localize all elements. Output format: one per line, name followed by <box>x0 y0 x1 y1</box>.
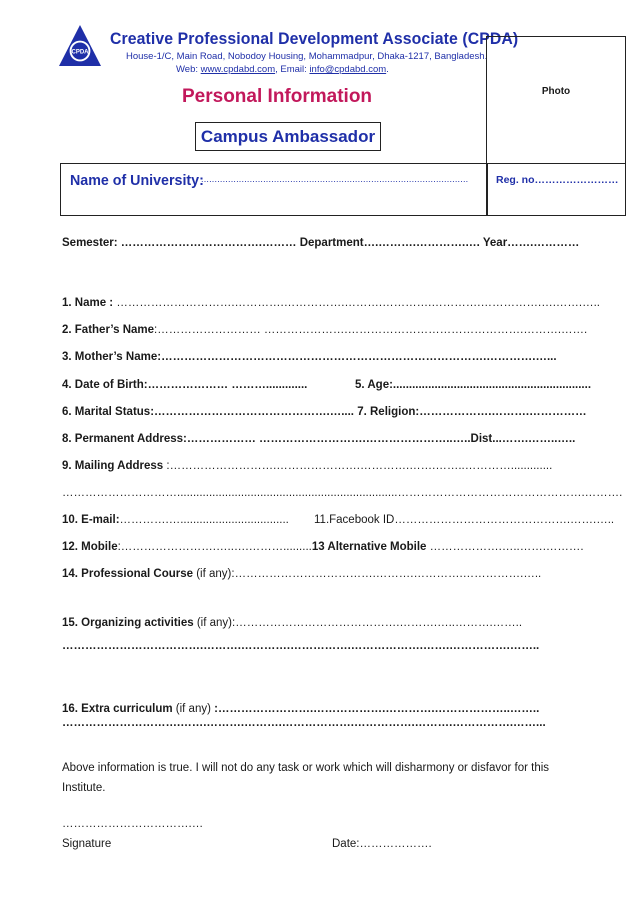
facebook-line[interactable] <box>314 514 614 526</box>
extra-curriculum-field[interactable]: :…………………….……………….………….………………..…….. <box>214 703 540 715</box>
reg-no-field[interactable]: Reg. no…………………… <box>496 174 619 186</box>
permanent-address-line[interactable] <box>62 433 575 445</box>
subtitle-box: Campus Ambassador <box>195 122 381 151</box>
mobile-line[interactable] <box>62 541 584 553</box>
organizing-activities-label: 15. Organizing activities <box>62 617 194 629</box>
mailing-address-line[interactable] <box>62 460 552 472</box>
email-link[interactable]: info@cpdabd.com <box>309 64 387 75</box>
organizing-activities-line[interactable] <box>62 617 522 629</box>
mother-name-label: 3. Mother’s Name: <box>62 351 162 363</box>
alt-mobile-field[interactable]: ……………….…..…….………. <box>426 541 584 553</box>
professional-course-field[interactable]: ……………………………….……….………….…………….….. <box>234 568 542 580</box>
mobile-field[interactable]: :…………………….…..….………......... <box>117 541 312 553</box>
alt-mobile-label: 13 Alternative Mobile <box>311 541 427 553</box>
semester-line[interactable]: Semester: ……………………………….……… Department….……….………….…. Year…….………… <box>62 237 580 249</box>
web-label: Web: <box>176 64 199 75</box>
mother-name-line[interactable] <box>62 351 557 363</box>
age-label: 5. Age: <box>355 379 393 391</box>
facebook-field[interactable]: ……………………………………….…….….. <box>394 514 615 526</box>
email-field[interactable]: ………….….................................. <box>119 514 289 526</box>
marital-label: 6. Marital Status: <box>62 406 155 418</box>
age-field[interactable]: .............................................................. <box>392 379 592 391</box>
extra-curriculum-line-2[interactable]: ………………………….…….……….……….……………….…………….……….…………….……... <box>62 717 546 729</box>
email-label: 10. E-mail: <box>62 514 120 526</box>
marital-religion-line[interactable] <box>62 406 587 418</box>
dob-field[interactable]: ………………… ………............. <box>147 379 308 391</box>
email-line[interactable] <box>62 514 289 526</box>
reg-no-box <box>488 163 626 216</box>
mailing-address-label: 9. Mailing Address <box>62 460 164 472</box>
signature-field[interactable]: …………………………….… <box>62 818 204 830</box>
religion-label: 7. Religion: <box>357 406 420 418</box>
photo-label: Photo <box>541 86 571 97</box>
permanent-address-field[interactable]: ……………… ……………………….…………………..….. <box>186 433 471 445</box>
professional-course-label: 14. Professional Course <box>62 568 194 580</box>
logo-text: CPDA <box>71 49 89 56</box>
dob-label: 4. Date of Birth: <box>62 379 148 391</box>
page-title: Personal Information <box>182 86 373 107</box>
marital-field[interactable]: ……………………………………….….... <box>154 406 355 418</box>
organizing-activities-line-2[interactable]: ……………………………….……….………….…………….……………….…….…………….…….. <box>62 640 540 652</box>
mailing-address-field[interactable]: :……………………….………………….………….…….……..…………............. <box>163 460 553 472</box>
father-name-field[interactable]: :……………………… ………………….……………………………………….……….……. <box>154 324 588 336</box>
organization-contact: Web: www.cpdabd.com, Email: info@cpdabd.com. <box>176 64 389 75</box>
father-name-line[interactable] <box>62 324 587 336</box>
signature-label: Signature <box>62 838 112 850</box>
name-label: 1. Name : <box>62 297 114 309</box>
father-name-label: 2. Father’s Name <box>62 324 155 336</box>
extra-curriculum-hint: (if any) <box>172 703 215 715</box>
declaration-text: Above information is true. I will not do any task or work which will disharmony or disfavor for this Institute. <box>62 762 550 794</box>
name-line[interactable] <box>62 297 600 309</box>
mailing-address-line-2[interactable]: ………………………….....................................................................………………………………………….………. <box>62 487 623 499</box>
university-label: Name of University: <box>70 172 204 189</box>
extra-curriculum-label: 16. Extra curriculum <box>62 703 173 715</box>
religion-field[interactable]: ……………….……….…………… <box>419 406 587 418</box>
website-link[interactable]: www.cpdabd.com <box>200 64 276 75</box>
university-field[interactable]: ................................................................................................... <box>201 174 469 184</box>
email-label: Email: <box>280 64 307 75</box>
professional-course-line[interactable] <box>62 568 541 580</box>
dist-label: Dist. <box>470 433 496 445</box>
name-field[interactable]: ………………………….………….…………….……….………….………….…………….….…….….. <box>113 297 600 309</box>
permanent-address-label: 8. Permanent Address: <box>62 433 187 445</box>
date-field[interactable]: ………………. <box>359 838 432 850</box>
organizing-activities-field[interactable]: …………………………………….……….…..……….…….. <box>235 617 523 629</box>
dob-line[interactable] <box>62 379 307 391</box>
facebook-label: 11.Facebook ID <box>314 514 395 526</box>
organizing-activities-hint: (if any): <box>193 617 236 629</box>
mobile-label: 12. Mobile <box>62 541 118 553</box>
organization-address: House-1/C, Main Road, Nobodoy Housing, Mohammadpur, Dhaka-1217, Bangladesh. <box>126 51 488 62</box>
date-label: Date: <box>332 838 360 850</box>
mother-name-field[interactable]: ………………………………………………………………………….………….…... <box>161 351 557 363</box>
extra-curriculum-line[interactable] <box>62 703 539 715</box>
professional-course-hint: (if any): <box>193 568 235 580</box>
cpda-logo <box>58 24 102 68</box>
organization-name: Creative Professional Development Associate (CPDA) <box>110 29 519 48</box>
university-box <box>60 163 488 216</box>
date-line[interactable] <box>332 838 432 850</box>
dist-field[interactable]: ..…….……..….. <box>495 433 576 445</box>
age-line[interactable] <box>355 379 591 391</box>
